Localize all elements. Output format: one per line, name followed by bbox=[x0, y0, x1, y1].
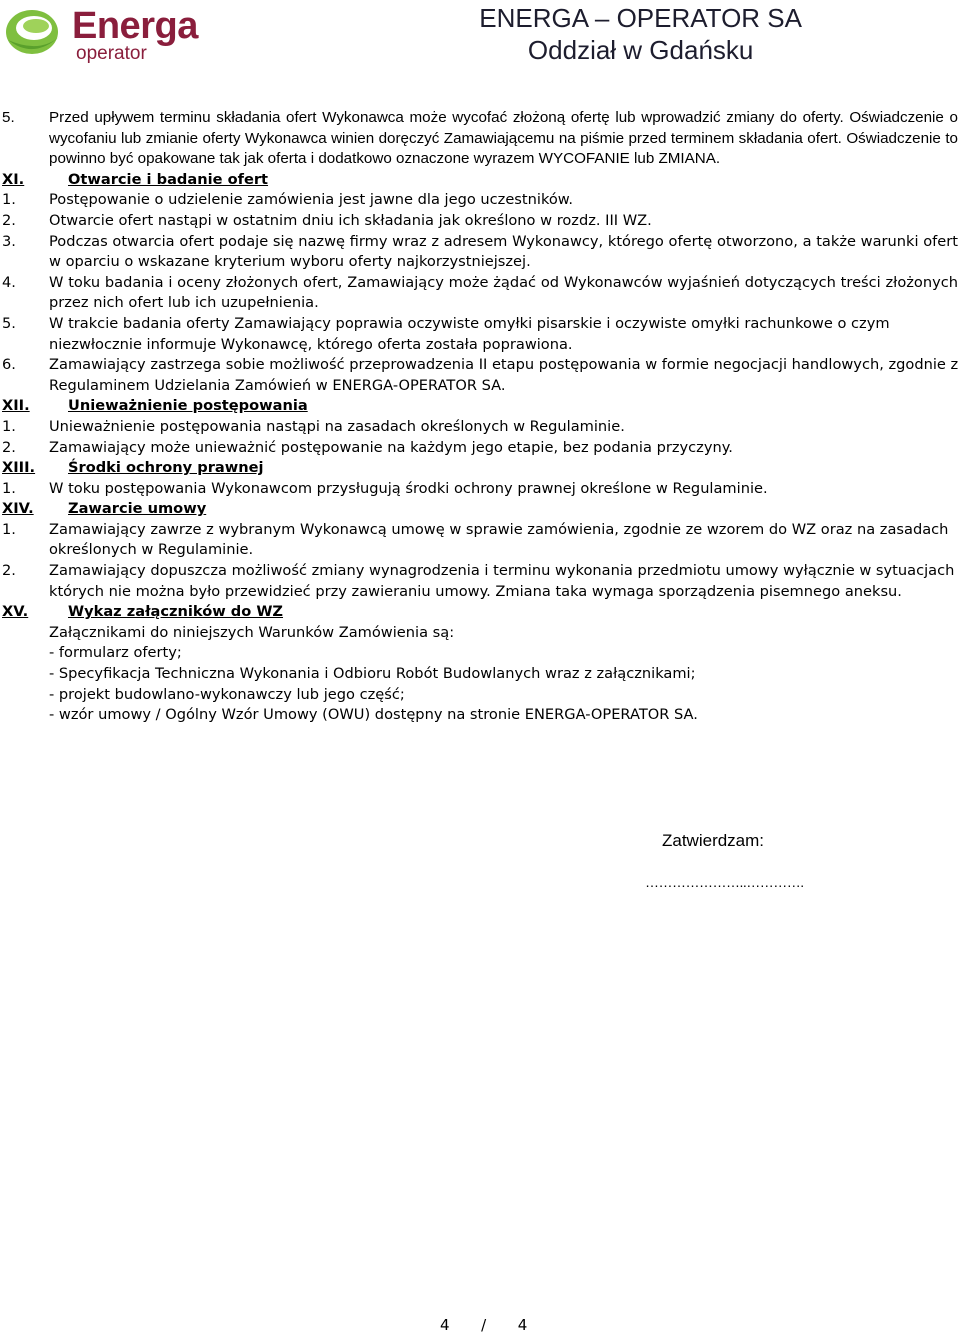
energa-leaf-icon bbox=[4, 2, 68, 62]
item-text: Otwarcie ofert nastąpi w ostatnim dniu ich składania jak określono w rozdz. III WZ. bbox=[49, 211, 652, 229]
item-number: 2. bbox=[2, 211, 16, 229]
item-number: 5. bbox=[2, 109, 15, 126]
section-number: XIII. bbox=[2, 459, 36, 477]
item-number: 5. bbox=[2, 314, 16, 332]
list-item bbox=[0, 232, 960, 273]
section-title: Otwarcie i badanie ofert bbox=[68, 170, 269, 188]
approval-label: Zatwierdzam: bbox=[662, 831, 765, 850]
list-item bbox=[0, 479, 960, 500]
list-item bbox=[0, 190, 960, 211]
item-text: Postępowanie o udzielenie zamówienia jest jawne dla jego uczestników. bbox=[49, 191, 574, 209]
list-item bbox=[0, 108, 960, 170]
document-header bbox=[479, 2, 802, 66]
attachment-line: - Specyfikacja Techniczna Wykonania i Odbioru Robót Budowlanych wraz z załącznikami; bbox=[49, 665, 696, 683]
item-text: Zamawiający zawrze z wybranym Wykonawcą umowę w sprawie zamówienia, zgodnie ze wzorem do WZ oraz na zasadach określonych w Regulaminie. bbox=[49, 520, 949, 559]
section-heading bbox=[0, 396, 960, 417]
item-text: Zamawiający może unieważnić postępowanie na każdym jego etapie, bez podania przyczyny. bbox=[49, 438, 733, 456]
item-number: 1. bbox=[2, 417, 16, 435]
section-title: Unieważnienie postępowania bbox=[68, 397, 308, 415]
list-item bbox=[0, 314, 960, 355]
page-separator: / bbox=[481, 1316, 487, 1334]
list-item bbox=[0, 273, 960, 314]
section-title: Wykaz załączników do WZ bbox=[68, 603, 284, 621]
attachment-line: - formularz oferty; bbox=[49, 644, 182, 662]
document-body bbox=[0, 108, 960, 726]
attachment-line: - projekt budowlano-wykonawczy lub jego część; bbox=[49, 685, 405, 703]
item-number: 6. bbox=[2, 356, 16, 374]
section-number: XV. bbox=[2, 603, 29, 621]
item-number: 1. bbox=[2, 479, 16, 497]
item-number: 1. bbox=[2, 520, 16, 538]
item-text: W trakcie badania oferty Zamawiający poprawia oczywiste omyłki pisarskie i oczywiste omyłki rachunkowe o czym niezwłocznie informuje Wykonawcę, którego oferta została poprawiona. bbox=[49, 314, 890, 353]
energa-operator-logo bbox=[4, 2, 204, 66]
list-item bbox=[0, 355, 960, 396]
list-item bbox=[0, 417, 960, 438]
section-number: XI. bbox=[2, 170, 25, 188]
list-item bbox=[0, 438, 960, 459]
signature-line: …………………..…………. bbox=[645, 874, 804, 890]
attachment-line: - wzór umowy / Ogólny Wzór Umowy (OWU) dostępny na stronie ENERGA-OPERATOR SA. bbox=[49, 706, 698, 724]
list-item bbox=[0, 520, 960, 561]
item-text: W toku badania i oceny złożonych ofert, Zamawiający może żądać od Wykonawców wyjaśnień dotyczących treści złożonych przez nich ofert lub ich uzupełnienia. bbox=[49, 273, 958, 312]
item-number: 2. bbox=[2, 562, 16, 580]
item-number: 3. bbox=[2, 232, 16, 250]
item-text: Zamawiający dopuszcza możliwość zmiany wynagrodzenia i terminu wykonania przedmiotu umowy wyłącznie w sytuacjach których nie można było przewidzieć przy zawieraniu umowy. Zmiana taka wymaga sporządzenia pisemnego aneksu. bbox=[49, 562, 955, 600]
attachments-intro: Załącznikami do niniejszych Warunków Zamówienia są: bbox=[49, 623, 455, 641]
section-title: Środki ochrony prawnej bbox=[68, 459, 264, 477]
page-number bbox=[440, 1316, 527, 1334]
logo-subtitle: operator bbox=[76, 43, 147, 64]
page-total: 4 bbox=[517, 1316, 528, 1334]
list-item bbox=[0, 561, 960, 602]
item-text: Przed upływem terminu składania ofert Wykonawca może wycofać złożoną ofertę lub wprowadzić zmiany do oferty. Oświadczenie o wycofaniu lub zmianie oferty Wykonawca winien doręczyć Zamawiającemu na piśmie przed terminem składania ofert. Oświadczenie to powinno być opakowane tak jak oferta i dodatkowo oznaczone wyrazem WYCOFANIE lub ZMIANA. bbox=[49, 109, 958, 168]
section-heading bbox=[0, 602, 960, 623]
page-current: 4 bbox=[440, 1316, 450, 1334]
header-company: ENERGA – OPERATOR SA bbox=[479, 3, 802, 33]
logo-wordmark: Energa bbox=[72, 5, 198, 47]
item-number: 2. bbox=[2, 438, 16, 456]
section-number: XII. bbox=[2, 397, 30, 415]
section-title: Zawarcie umowy bbox=[68, 500, 207, 518]
item-text: Unieważnienie postępowania nastąpi na zasadach określonych w Regulaminie. bbox=[49, 417, 625, 435]
section-heading bbox=[0, 170, 960, 191]
item-number: 1. bbox=[2, 191, 16, 209]
item-text: W toku postępowania Wykonawcom przysługują środki ochrony prawnej określone w Regulaminie. bbox=[49, 479, 768, 497]
section-number: XIV. bbox=[2, 500, 34, 518]
header-branch: Oddział w Gdańsku bbox=[527, 35, 754, 65]
list-item bbox=[0, 211, 960, 232]
item-text: Zamawiający zastrzega sobie możliwość przeprowadzenia II etapu postępowania w formie negocjacji handlowych, zgodnie z Regulaminem Udzielania Zamówień w ENERGA-OPERATOR SA. bbox=[49, 356, 959, 394]
section-heading bbox=[0, 458, 960, 479]
item-text: Podczas otwarcia ofert podaje się nazwę firmy wraz z adresem Wykonawcy, którego ofertę otworzono, a także warunki ofert w oparciu o wskazane kryterium wyboru oferty najkorzystniejszej. bbox=[49, 232, 958, 271]
section-heading bbox=[0, 499, 960, 520]
item-number: 4. bbox=[2, 273, 16, 291]
